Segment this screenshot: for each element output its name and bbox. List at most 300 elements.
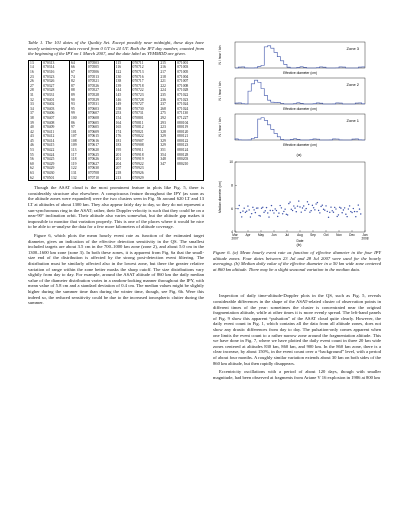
median-point <box>252 207 253 208</box>
table-cell: 070615 <box>86 134 114 139</box>
table-cell: 122 <box>114 70 131 75</box>
table-cell: 235 <box>159 93 176 98</box>
median-point <box>272 210 273 211</box>
histogram-ylabel: N / hour / bin <box>218 117 222 137</box>
table-cell: 071004 <box>176 75 204 80</box>
table-cell: 070328 <box>42 88 70 93</box>
y-tick-label: 10 <box>229 160 233 165</box>
quality-set-table <box>28 60 204 181</box>
table-cell: 080121 <box>176 134 204 139</box>
zone-label: Zone 3 <box>346 46 359 51</box>
median-point <box>353 208 354 209</box>
series-xlabel: Date <box>296 239 304 243</box>
median-point <box>250 216 251 217</box>
median-point <box>303 205 304 206</box>
median-point <box>323 209 324 210</box>
table-cell: 32 <box>29 98 42 103</box>
table-cell: 56 <box>29 157 42 162</box>
median-point <box>325 205 326 206</box>
table-cell: 130 <box>114 75 131 80</box>
median-point <box>242 210 243 211</box>
table-cell: 070626 <box>86 157 114 162</box>
median-point <box>270 210 271 211</box>
table-cell: 070625 <box>86 153 114 158</box>
histogram-xlabel: Effective diameter (cm) <box>283 71 317 75</box>
table-cell: 222 <box>159 84 176 89</box>
median-point <box>257 207 258 208</box>
table-cell: 67 <box>70 70 87 75</box>
table-cell: 070422 <box>42 148 70 153</box>
table-cell: 63 <box>29 171 42 176</box>
table-cell: 116 <box>114 65 131 70</box>
median-point <box>349 205 350 206</box>
table-cell: 31 <box>29 93 42 98</box>
median-point <box>287 214 288 215</box>
table-cell: 329 <box>159 143 176 148</box>
table-cell: 070711 <box>131 60 159 65</box>
table-cell: 146 <box>114 98 131 103</box>
median-point <box>309 211 310 212</box>
table-cell: 070527 <box>86 88 114 93</box>
median-point <box>312 205 313 206</box>
figure-caption: Figure 6. (a) Mean hourly event rate as function of effective diameter in the four IPY altitude zones. Four dates between 23 Jul and 28 Jul 2007 were used for the hourly averaging. (b) Median daily value of the effective diameter in a 50 km wide zone centered at 860 km altitude. There may be a slight seasonal variation in the median data. <box>213 250 381 272</box>
table-cell: 070812 <box>131 125 159 130</box>
table-cell: 64 <box>70 60 87 65</box>
table-cell: 183 <box>114 143 131 148</box>
median-point <box>277 216 278 217</box>
table-cell: 070710 <box>86 176 114 181</box>
median-point <box>278 212 279 213</box>
median-point <box>345 214 346 215</box>
table-cell: 39 <box>29 121 42 126</box>
median-point <box>247 205 248 206</box>
table-row <box>29 176 204 181</box>
histogram-xlabel: Effective diameter (cm) <box>283 107 317 111</box>
table-cell: 253 <box>114 111 131 116</box>
table-cell: 40 <box>29 125 42 130</box>
table-cell: 070713 <box>131 70 159 75</box>
panel-b-label: (b) <box>296 242 302 247</box>
table-cell: 154 <box>114 116 131 121</box>
table-cell: 293 <box>159 121 176 126</box>
median-point <box>338 214 339 215</box>
table-cell: 88 <box>70 88 87 93</box>
median-point <box>335 208 336 209</box>
median-point <box>354 211 355 212</box>
median-point <box>333 212 334 213</box>
table-cell: 070811 <box>131 121 159 126</box>
table-cell: 070627 <box>86 162 114 167</box>
table-cell: 071227 <box>176 116 204 121</box>
histogram-frame <box>235 114 365 140</box>
table-cell: 164 <box>114 121 131 126</box>
table-cell: 99 <box>70 111 87 116</box>
table-cell: 070717 <box>131 79 159 84</box>
table-cell: 070708 <box>86 171 114 176</box>
table-cell: 070406 <box>42 111 70 116</box>
table-cell: 195 <box>114 148 131 153</box>
median-point <box>292 210 293 211</box>
median-point <box>271 205 272 206</box>
median-point <box>288 203 289 204</box>
table-cell: 070801 <box>131 116 159 121</box>
median-point <box>241 216 242 217</box>
table-cell: 348 <box>159 157 176 162</box>
table-cell: 82 <box>70 79 87 84</box>
table-cell: 071001 <box>176 60 204 65</box>
table-cell: 28 <box>29 88 42 93</box>
table-cell: 070728 <box>131 98 159 103</box>
median-point <box>339 207 340 208</box>
median-point <box>255 212 256 213</box>
table-cell: 34 <box>29 107 42 112</box>
median-point <box>327 211 328 212</box>
table-cell: 070919 <box>131 157 159 162</box>
table-cell: 328 <box>159 130 176 135</box>
median-point <box>244 208 245 209</box>
paragraph: Eccentricity oscillations with a period of about 120 days, though with smaller magnitude, had been observed at fragments from Ariane V 16 explosion in 1986 at 800 km <box>213 369 381 380</box>
median-point <box>262 207 263 208</box>
table-cell: 070630 <box>86 166 114 171</box>
table-cell: 071024 <box>176 102 204 107</box>
table-cell: 070403 <box>42 107 70 112</box>
table-cell: 351 <box>159 148 176 153</box>
median-point <box>351 212 352 213</box>
table-cell: 223 <box>159 125 176 130</box>
median-point <box>297 205 298 206</box>
table-cell: 070608 <box>86 116 114 121</box>
median-point <box>307 201 308 202</box>
table-cell: 070430 <box>42 171 70 176</box>
table-cell: 14 <box>29 65 42 70</box>
table-cell <box>159 176 176 181</box>
table-cell: 275 <box>159 111 176 116</box>
median-point <box>268 216 269 217</box>
median-point <box>263 212 264 213</box>
table-cell: 070926 <box>131 171 159 176</box>
table-cell: 070314 <box>42 65 70 70</box>
median-point <box>322 205 323 206</box>
table-cell: 080122 <box>176 139 204 144</box>
table-cell: 174 <box>114 130 131 135</box>
median-point <box>341 212 342 213</box>
x-tick-label: 2008 <box>361 236 369 241</box>
median-point <box>355 216 356 217</box>
median-point <box>344 207 345 208</box>
table-cell: 070617 <box>86 143 114 148</box>
table-cell: 46 <box>29 143 42 148</box>
table-cell: 23 <box>29 75 42 80</box>
table-cell: 55 <box>29 153 42 158</box>
table-cell: 45 <box>29 139 42 144</box>
series-ylabel: Median diameter (cm) <box>218 180 222 214</box>
table-cell: 080124 <box>176 148 204 153</box>
x-tick-label: Sep <box>310 233 316 237</box>
median-point <box>293 205 294 206</box>
table-cell: 16 <box>29 70 42 75</box>
table-cell: 201 <box>114 157 131 162</box>
table-cell: 108 <box>70 139 87 144</box>
table-cell: 080120 <box>176 130 204 135</box>
table-cell: 080104 <box>176 121 204 126</box>
table-cell: 292 <box>159 116 176 121</box>
median-point <box>298 200 299 201</box>
table-cell: 115 <box>114 60 131 65</box>
x-tick-label: May <box>257 233 265 237</box>
table-cell: 144 <box>114 88 131 93</box>
median-point <box>310 210 311 211</box>
table-cell: 224 <box>159 88 176 93</box>
table-cell: 070605 <box>86 125 114 130</box>
table-cell: 95 <box>70 107 87 112</box>
table-cell: 100 <box>70 116 87 121</box>
table-cell: 268 <box>159 107 176 112</box>
table-cell: 070513 <box>86 75 114 80</box>
table-cell: 236 <box>159 98 176 103</box>
table-cell: 070822 <box>131 134 159 139</box>
table-cell: 122 <box>70 166 87 171</box>
median-point <box>358 204 359 205</box>
table-cell: 118 <box>70 157 87 162</box>
median-point <box>334 207 335 208</box>
table-cell: 89 <box>70 93 87 98</box>
table-cell: 87 <box>70 84 87 89</box>
table-cell: 62 <box>29 176 42 181</box>
x-tick-label: Apr <box>245 233 251 237</box>
table-cell: 071130 <box>176 111 204 116</box>
median-point <box>294 207 295 208</box>
table-cell: 329 <box>159 139 176 144</box>
table-cell: 070313 <box>42 60 70 65</box>
table-cell: 201 <box>114 153 131 158</box>
table-cell: 070908 <box>131 143 159 148</box>
median-point <box>356 211 357 212</box>
zone-label: Zone 2 <box>346 82 359 87</box>
table-cell: 070712 <box>131 65 159 70</box>
paragraph: Figure 6, which plots the mean hourly event rate as function of the estimated target diameter, gives an indication of the effective detection sensitivity in the QS. The smallest included targets are about 3.5 cm in the 700–1000 km zone (zone 2), and about 5.0 cm in the 1300–1600 km zone (zone 3). In both these zones, it is apparent from Fig. 6a that the small-size end of the distribution is affected by the strong post-detection event filtering. The distribution must be similarly affected also in the lowest zone, but there the greater relative variation of range within the zone better masks the sharp cutoff. The size distributions vary slightly from day to day. For example, around the ASAT altitude of 860 km the daily median value of the diameter distribution varies in a random-looking manner throughout the IPY, with mean value of 5.8 cm and a standard deviation of 0.4 cm. The median values might be slightly higher during the summer time than during the winter time, though, see Fig. 6b. Were this indeed so, the reduced sensitivity could be due to the increased ionospheric clutter during the summer. <box>28 232 204 306</box>
table-cell: 070401 <box>42 98 70 103</box>
table-cell: 070718 <box>131 84 159 89</box>
median-point <box>329 212 330 213</box>
table-cell: 329 <box>159 134 176 139</box>
median-point <box>282 213 283 214</box>
median-point <box>246 210 247 211</box>
figure-6 <box>213 38 383 250</box>
median-point <box>281 207 282 208</box>
table-cell: 070821 <box>131 130 159 135</box>
table-cell: 071008 <box>176 84 204 89</box>
median-point <box>337 216 338 217</box>
table-cell: 070722 <box>131 88 159 93</box>
x-tick-label: Aug <box>297 233 303 237</box>
table-cell: 213 <box>114 176 131 181</box>
table-cell: 43 <box>29 134 42 139</box>
table-cell: 080203 <box>176 157 204 162</box>
table-cell: 070415 <box>42 143 70 148</box>
median-point <box>315 203 316 204</box>
y-tick-label: 4 <box>231 230 233 235</box>
table-cell: 109 <box>70 143 87 148</box>
table-cell: 354 <box>159 153 176 158</box>
table-cell: 070323 <box>42 75 70 80</box>
x-tick-label: Oct <box>323 233 329 237</box>
table-cell: 070528 <box>86 93 114 98</box>
table-cell: 070408 <box>42 121 70 126</box>
median-point <box>320 206 321 207</box>
table-cell: 221 <box>159 79 176 84</box>
table-cell: 33 <box>29 102 42 107</box>
zone-label: Zone 1 <box>346 118 359 123</box>
x-tick-label: Mar <box>232 233 238 237</box>
median-point <box>248 209 249 210</box>
table-cell: 070716 <box>131 75 159 80</box>
table-cell: 080123 <box>176 143 204 148</box>
x-tick-label: Dec <box>349 233 355 237</box>
table-cell: 070922 <box>131 162 159 167</box>
table-cell: 132 <box>70 176 87 181</box>
median-point <box>360 213 361 214</box>
median-point <box>284 208 285 209</box>
table-cell: 237 <box>159 102 176 107</box>
table-cell: 070620 <box>86 148 114 153</box>
table-cell: 071022 <box>176 93 204 98</box>
median-point <box>319 212 320 213</box>
x-tick-label: Jun <box>271 233 277 237</box>
median-point <box>332 210 333 211</box>
histogram-ylabel: N / hour / bin <box>218 45 222 65</box>
table-cell: 93 <box>70 102 87 107</box>
median-point <box>237 208 238 209</box>
median-point <box>275 208 276 209</box>
median-point <box>314 209 315 210</box>
table-cell: 070501 <box>42 176 70 181</box>
table-cell: 070605 <box>86 121 114 126</box>
table-cell: 080128 <box>176 153 204 158</box>
table-cell: 070529 <box>86 98 114 103</box>
table-cell: 070316 <box>42 70 70 75</box>
table-cell: 139 <box>114 84 131 89</box>
table-cell: 62 <box>29 166 42 171</box>
table-cell: 215 <box>159 60 176 65</box>
x-tick-label: Jan <box>362 233 368 237</box>
table-cell: 60 <box>29 162 42 167</box>
median-point <box>359 208 360 209</box>
histogram-xlabel: Effective diameter (cm) <box>283 143 317 147</box>
table-cell: 101 <box>70 130 87 135</box>
table-cell: 218 <box>114 171 131 176</box>
table-cell: 070911 <box>131 148 159 153</box>
median-point <box>261 208 262 209</box>
table-cell: 070327 <box>42 84 70 89</box>
panel-a-label: (a) <box>296 152 302 157</box>
table-cell: 070414 <box>42 139 70 144</box>
y-tick-label: 8 <box>231 183 233 188</box>
table-cell: 204 <box>114 162 131 167</box>
median-point <box>299 206 300 207</box>
table-cell: 42 <box>29 130 42 135</box>
median-point <box>340 207 341 208</box>
median-point <box>291 209 292 210</box>
table-cell: 071003 <box>176 65 204 70</box>
table-cell: 145 <box>114 93 131 98</box>
table-cell <box>176 176 204 181</box>
table-cell: 071005 <box>176 70 204 75</box>
median-point <box>346 216 347 217</box>
histogram-series <box>235 46 365 68</box>
median-point <box>304 210 305 211</box>
table-cell: 66 <box>70 65 87 70</box>
median-point <box>240 212 241 213</box>
table-cell: 070409 <box>42 125 70 130</box>
figure-6-svg <box>213 38 383 250</box>
x-tick-label: Nov <box>336 233 342 237</box>
median-point <box>260 215 261 216</box>
table-cell: 070521 <box>86 79 114 84</box>
table-cell: 107 <box>70 134 87 139</box>
median-point <box>317 202 318 203</box>
median-point <box>296 211 297 212</box>
table-cell: 070731 <box>131 111 159 116</box>
table-cell: 38 <box>29 116 42 121</box>
median-point <box>283 211 284 212</box>
table-cell: 070411 <box>42 130 70 135</box>
table-cell: 113 <box>70 148 87 153</box>
histogram-frame <box>235 42 365 68</box>
table-cell: 070727 <box>131 102 159 107</box>
table-cell: 070503 <box>86 60 114 65</box>
table-cell: 070505 <box>86 65 114 70</box>
table-cell: 070531 <box>86 102 114 107</box>
median-point <box>308 204 309 205</box>
paragraph: Inspection of daily time-altitude-Doppler plots in the QS, such as Fig. 5, reveals considerable differences in the shape of the ASAT-related cluster of observation points in different times of the year: sometimes the cluster is concentrated near the original fragmentation altitude, while at other times it is more evenly spread. The left-hand panels of Fig. 9 show this apparent “pulsation” of the ASAT cloud quite clearly. However, the daily event count in Fig. 1, which contains all the data from all altitude zones, does not show any drastic differences from day to day. The pulsation-only comes apparent when one limits the event count to a rather narrow zone around the fragmentation altitude. This we have done in Fig. 7, where we have plotted the daily event count in three 20 km wide zones centered at altitudes 830 km, 860 km, and 900 km. In the 860 km zone, there is a clear increase, by about 150%, in the event count over a “background” level, with a period of about four months. A roughly similar variation extends about 30 km on both sides of the 860 km altitude, but then rapidly disappears. <box>213 293 381 366</box>
median-point <box>302 207 303 208</box>
table-cell: 080210 <box>176 162 204 167</box>
median-point <box>256 207 257 208</box>
table-cell: 117 <box>70 153 87 158</box>
table-cell: 070429 <box>42 162 70 167</box>
table-cell: 071023 <box>176 98 204 103</box>
table-cell: 165 <box>114 125 131 130</box>
table-cell: 176 <box>114 134 131 139</box>
table-cell: 347 <box>159 162 176 167</box>
left-column <box>28 40 204 309</box>
table-cell: 119 <box>70 162 87 167</box>
table-cell: 37 <box>29 111 42 116</box>
median-point <box>267 212 268 213</box>
table-cell: 070929 <box>131 176 159 181</box>
median-point <box>343 209 344 210</box>
x-tick-label: 2007 <box>231 236 239 241</box>
table-cell: 27 <box>29 84 42 89</box>
median-point <box>318 210 319 211</box>
table-cell: 26 <box>29 79 42 84</box>
paragraph: Though the ASAT cloud is the most prominent feature in plots like Fig. 5, there is considerably structure also elsewhere. A conspicuous feature throughout the IPY (as soon as the altitude zones were expanded) were the two clusters seen in Fig. 5b around 620 LT and 13 LT at altitudes of about 1300 km. They also appear fairly day to day, so they do not represent a sun-synchronous ring in the ASAT; rather, their Doppler velocity is such that they could be on a near-90° inclination orbit. Their altitude also varies somewhat, but the altitude gap makes it impossible to monitor that variation properly. This is one of the places where it would be nice to be able to re-analyse the data for a few more kilometers of altitude coverage. <box>28 185 204 230</box>
table-caption: Table 1. The 101 dates of the Quality Set. Except possibly near midnight, these days have nearly uninterrupted data record from 0 UT to 24 UT. Both the IFT day number, counted from the beginning of the IPY on 1 March 2007, and the date label as YYMMDD are given. <box>28 40 204 57</box>
table-cell: 071024 <box>176 107 204 112</box>
table-cell: 070407 <box>42 116 70 121</box>
median-point <box>289 201 290 202</box>
table-cell: 207 <box>114 166 131 171</box>
median-point <box>313 207 314 208</box>
table-cell: 070402 <box>42 102 70 107</box>
median-point <box>348 208 349 209</box>
median-point <box>306 208 307 209</box>
median-point <box>239 205 240 206</box>
median-point <box>251 213 252 214</box>
table-cell: 86 <box>70 121 87 126</box>
median-point <box>328 217 329 218</box>
table-cell: 138 <box>114 79 131 84</box>
